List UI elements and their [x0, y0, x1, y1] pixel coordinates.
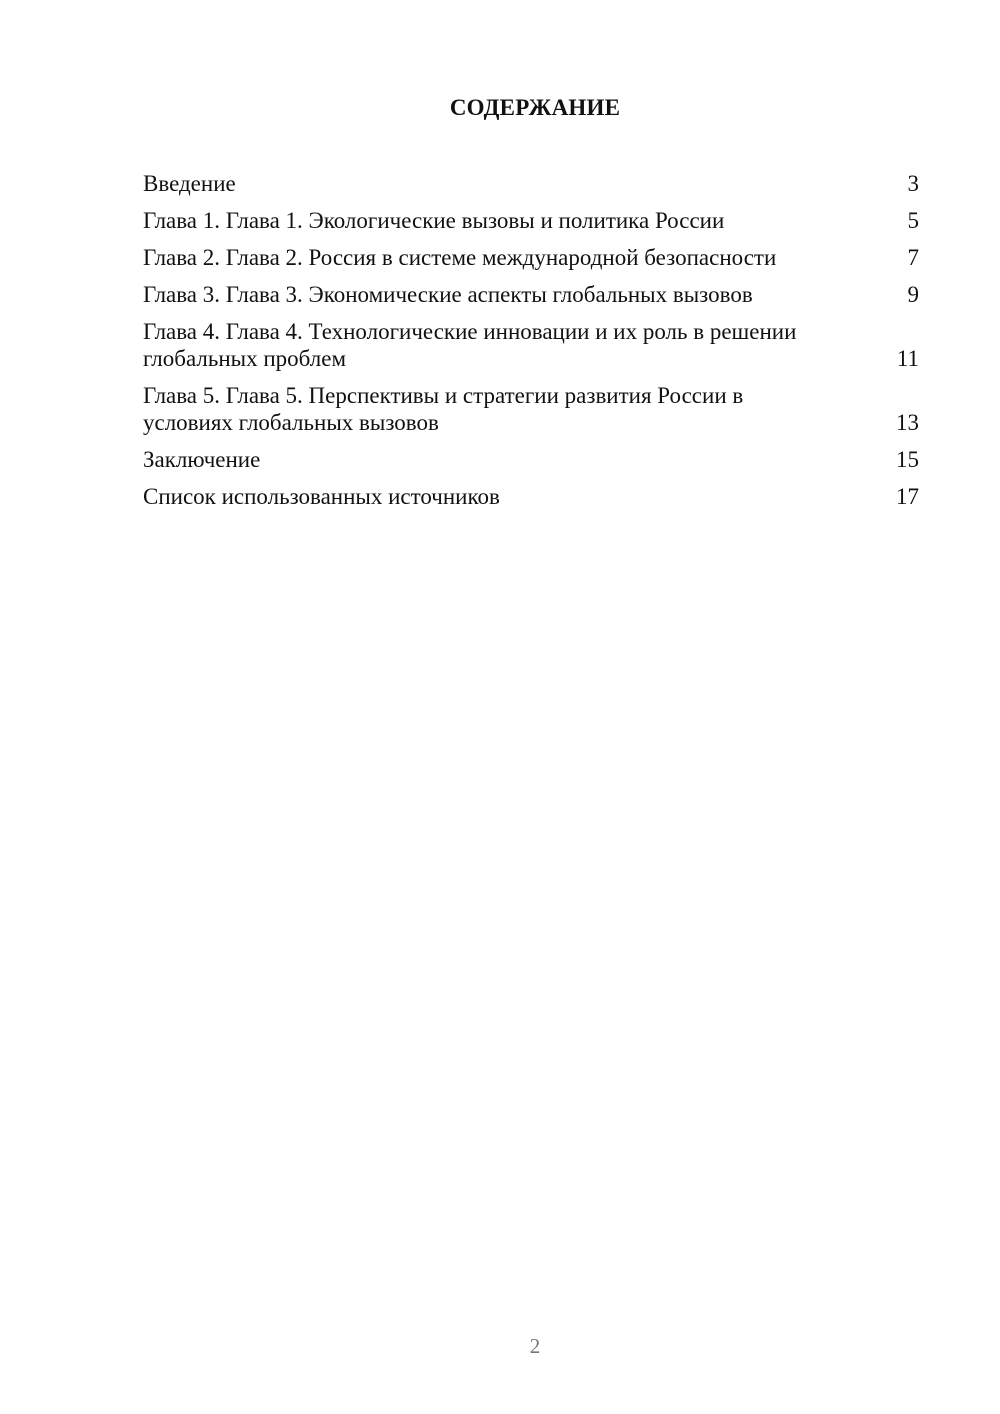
toc-entry-page: 15	[896, 447, 919, 472]
toc-entry-title: Заключение	[143, 447, 261, 472]
toc-entry-page: 7	[907, 245, 919, 270]
toc-entry[interactable]	[143, 382, 919, 436]
toc-entry-page: 13	[896, 410, 919, 435]
toc-entry[interactable]	[143, 207, 919, 234]
toc-entry-title: Введение	[143, 171, 236, 196]
toc-entry-title: Список использованных источников	[143, 484, 500, 509]
toc-entry-title: Глава 2. Глава 2. Россия в системе международной безопасности	[143, 245, 777, 270]
toc-entry-title: Глава 5. Глава 5. Перспективы и стратегии развития России в условиях глобальных вызовов	[143, 383, 744, 435]
page-title: СОДЕРЖАНИЕ	[449, 95, 621, 120]
toc-entry-page: 3	[907, 171, 919, 196]
page-number: 2	[529, 1334, 541, 1358]
toc-entry[interactable]	[143, 318, 919, 372]
table-of-contents	[143, 170, 919, 520]
toc-entry-page: 17	[896, 484, 919, 509]
toc-entry[interactable]	[143, 446, 919, 473]
toc-entry[interactable]	[143, 170, 919, 197]
toc-entry-page: 11	[896, 346, 919, 371]
toc-entry[interactable]	[143, 483, 919, 510]
toc-entry-page: 5	[907, 208, 919, 233]
toc-entry[interactable]	[143, 281, 919, 308]
toc-entry[interactable]	[143, 244, 919, 271]
toc-entry-page: 9	[907, 282, 919, 307]
toc-entry-title: Глава 1. Глава 1. Экологические вызовы и политика России	[143, 208, 725, 233]
toc-entry-title: Глава 3. Глава 3. Экономические аспекты глобальных вызовов	[143, 282, 753, 307]
toc-entry-title: Глава 4. Глава 4. Технологические инновации и их роль в решении глобальных проблем	[143, 319, 797, 371]
